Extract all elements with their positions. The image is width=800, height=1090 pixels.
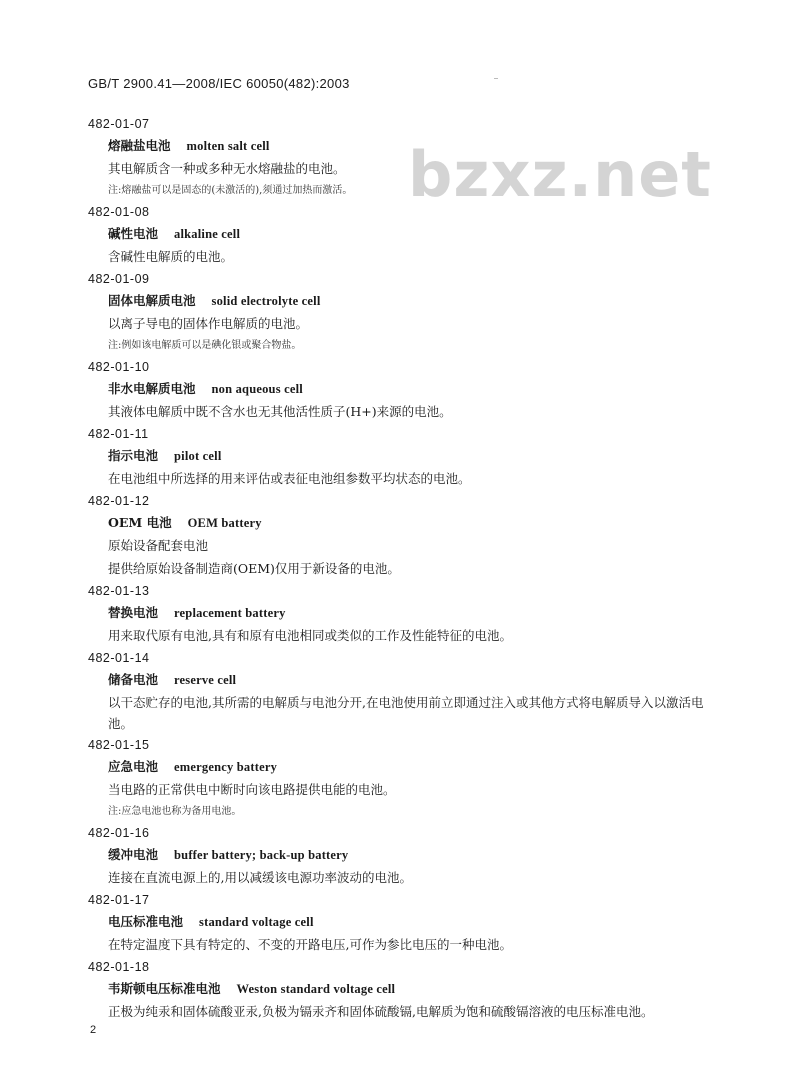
term-number: 482-01-10 xyxy=(88,360,150,374)
term-definition: 连接在直流电源上的,用以减缓该电源功率波动的电池。 xyxy=(108,870,412,885)
terms-list xyxy=(88,114,728,1023)
term-number: 482-01-08 xyxy=(88,205,150,219)
term-english: buffer battery; back-up battery xyxy=(174,848,349,862)
term-entry xyxy=(88,202,728,269)
term-entry xyxy=(88,957,728,1022)
term-chinese: 韦斯顿电压标准电池 xyxy=(108,981,221,996)
term-definition: 其电解质含一种或多种无水熔融盐的电池。 xyxy=(108,161,346,176)
term-heading xyxy=(88,844,728,867)
document-header: GB/T 2900.41—2008/IEC 60050(482):2003 xyxy=(88,76,350,91)
term-number: 482-01-09 xyxy=(88,272,150,286)
term-number: 482-01-12 xyxy=(88,494,150,508)
term-english: molten salt cell xyxy=(186,139,270,153)
term-english: emergency battery xyxy=(174,760,278,774)
term-definition: 提供给原始设备制造商(OEM)仅用于新设备的电池。 xyxy=(108,561,400,576)
term-number: 482-01-13 xyxy=(88,584,150,598)
term-chinese: 缓冲电池 xyxy=(108,847,159,862)
term-entry xyxy=(88,114,728,202)
term-definition: 在电池组中所选择的用来评估或表征电池组参数平均状态的电池。 xyxy=(108,471,471,486)
term-number: 482-01-11 xyxy=(88,427,149,441)
term-definition: 当电路的正常供电中断时向该电路提供电能的电池。 xyxy=(108,782,396,797)
term-english: reserve cell xyxy=(174,673,237,687)
term-chinese: 熔融盐电池 xyxy=(108,138,171,153)
term-english: replacement battery xyxy=(174,606,286,620)
term-entry xyxy=(88,491,728,581)
term-english: non aqueous cell xyxy=(211,382,303,396)
term-heading xyxy=(88,756,728,779)
term-entry xyxy=(88,269,728,357)
term-definition: 原始设备配套电池 xyxy=(108,538,209,553)
term-number: 482-01-17 xyxy=(88,893,150,907)
term-english: solid electrolyte cell xyxy=(211,294,321,308)
term-heading xyxy=(88,290,728,313)
term-definition: 其液体电解质中既不含水也无其他活性质子(H+)来源的电池。 xyxy=(108,404,452,419)
term-english: Weston standard voltage cell xyxy=(236,982,396,996)
term-chinese: 非水电解质电池 xyxy=(108,381,196,396)
term-entry xyxy=(88,581,728,648)
term-number: 482-01-18 xyxy=(88,960,150,974)
term-english: pilot cell xyxy=(174,449,222,463)
term-heading xyxy=(88,135,728,158)
term-definition: 含碱性电解质的电池。 xyxy=(108,249,234,264)
term-chinese: 储备电池 xyxy=(108,672,159,687)
term-chinese: 电压标准电池 xyxy=(108,914,184,929)
term-english: alkaline cell xyxy=(174,227,241,241)
term-heading xyxy=(88,445,728,468)
term-definition: 以离子导电的固体作电解质的电池。 xyxy=(108,316,309,331)
term-entry xyxy=(88,735,728,823)
term-entry xyxy=(88,424,728,491)
term-heading xyxy=(88,669,728,692)
term-entry xyxy=(88,823,728,890)
term-heading xyxy=(88,911,728,934)
term-entry xyxy=(88,648,728,734)
scan-speck xyxy=(494,78,498,79)
term-heading xyxy=(88,378,728,401)
term-heading xyxy=(88,223,728,246)
term-chinese: OEM 电池 xyxy=(108,515,172,530)
term-chinese: 应急电池 xyxy=(108,759,159,774)
term-heading xyxy=(88,602,728,625)
term-english: standard voltage cell xyxy=(199,915,314,929)
term-definition: 正极为纯汞和固体硫酸亚汞,负极为镉汞齐和固体硫酸镉,电解质为饱和硫酸镉溶液的电压标准电池。 xyxy=(108,1004,654,1019)
term-definition: 用来取代原有电池,具有和原有电池相同或类似的工作及性能特征的电池。 xyxy=(108,628,512,643)
term-definition: 在特定温度下具有特定的、不变的开路电压,可作为参比电压的一种电池。 xyxy=(108,937,512,952)
term-chinese: 固体电解质电池 xyxy=(108,293,196,308)
term-number: 482-01-14 xyxy=(88,651,150,665)
term-note: 注:应急电池也称为备用电池。 xyxy=(108,806,242,817)
term-chinese: 指示电池 xyxy=(108,448,159,463)
term-entry xyxy=(88,890,728,957)
term-note: 注:熔融盐可以是固态的(未激活的),须通过加热而激活。 xyxy=(108,185,353,196)
term-heading xyxy=(88,978,728,1001)
term-definition: 以干态贮存的电池,其所需的电解质与电池分开,在电池使用前立即通过注入或其他方式将电解质导入以激活电池。 xyxy=(108,695,704,731)
page-number: 2 xyxy=(90,1024,97,1036)
term-entry xyxy=(88,357,728,424)
term-chinese: 碱性电池 xyxy=(108,226,159,241)
term-number: 482-01-15 xyxy=(88,738,150,752)
term-note: 注:例如该电解质可以是碘化银或聚合物盐。 xyxy=(108,340,302,351)
term-number: 482-01-16 xyxy=(88,826,150,840)
term-english: OEM battery xyxy=(187,516,262,530)
term-number: 482-01-07 xyxy=(88,117,150,131)
term-heading xyxy=(88,512,728,535)
watermark: bzxz.net xyxy=(408,138,712,211)
term-chinese: 替换电池 xyxy=(108,605,159,620)
